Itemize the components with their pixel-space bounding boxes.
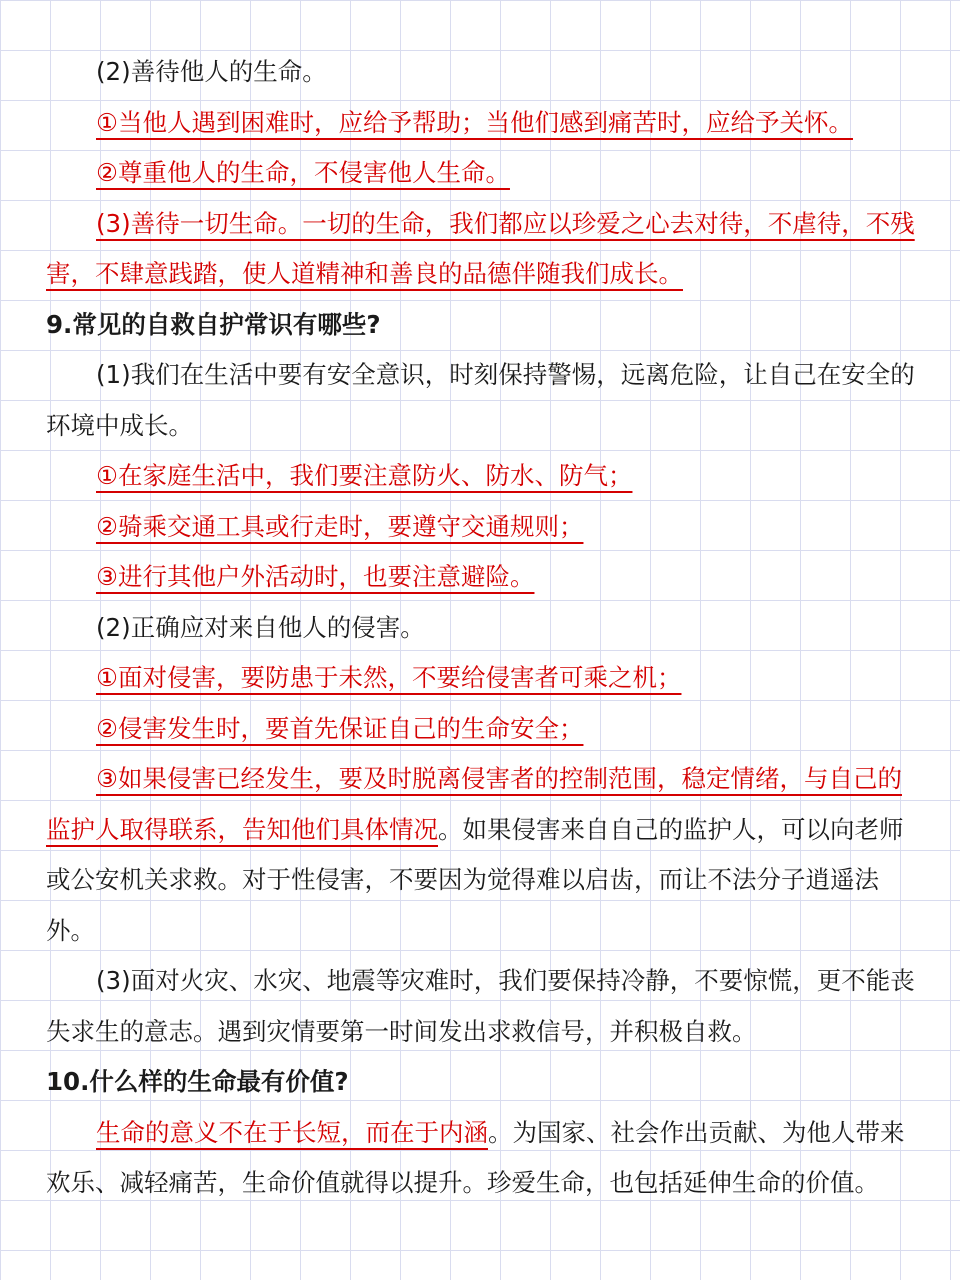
q9-point-1-b: ②骑乘交通工具或行走时，要遵守交通规则；	[96, 511, 584, 541]
q9-point-1: (1)我们在生活中要有安全意识，时刻保持警惕，远离危险，让自己在安全的环境中成长。	[46, 360, 915, 440]
q9-point-1-c: ③进行其他户外活动时，也要注意避险。	[96, 562, 535, 591]
q9-point-1-a: ①在家庭生活中，我们要注意防火、防水、防气；	[96, 461, 633, 490]
q9-point-2: (2)正确应对来自他人的侵害。	[96, 612, 425, 642]
point-help-others: ①当他人遇到困难时，应给予帮助；当他们感到痛苦时，应给予关怀。	[96, 107, 853, 137]
question-10: 10.什么样的生命最有价值?	[46, 1067, 349, 1096]
point-respect-life: ②尊重他人的生命，不侵害他人生命。	[96, 158, 510, 187]
document-body	[46, 47, 916, 1209]
section-heading-2: (2)善待他人的生命。	[96, 57, 327, 86]
q9-point-3: (3)面对火灾、水灾、地震等灾难时，我们要保持冷静，不要惊慌，更不能丧失求生的意志。遇到灾情要第一时间发出求救信号，并积极自救。	[46, 966, 915, 1046]
q9-point-2-c: ③如果侵害已经发生，要及时脱离侵害者的控制范围，稳定情绪，与自己的监护人取得联系，告知他们具体情况。如果侵害来自自己的监护人，可以向老师或公安机关求救。对于性侵害，不要因为觉得难以启齿，而让不法分子逍遥法外。	[46, 764, 904, 945]
question-9: 9.常见的自救自护常识有哪些?	[46, 309, 381, 339]
q10-answer: 生命的意义不在于长短，而在于内涵。为国家、社会作出贡献、为他人带来欢乐、减轻痛苦，生命价值就得以提升。珍爱生命，也包括延伸生命的价值。	[46, 1117, 905, 1197]
section-heading-3: (3)善待一切生命。一切的生命，我们都应以珍爱之心去对待，不虐待，不残害，不肆意践踏，使人道精神和善良的品德伴随我们成长。	[46, 208, 915, 288]
q9-point-2-b: ②侵害发生时，要首先保证自己的生命安全；	[96, 713, 584, 743]
q9-point-2-a: ①面对侵害，要防患于未然，不要给侵害者可乘之机；	[96, 663, 682, 692]
